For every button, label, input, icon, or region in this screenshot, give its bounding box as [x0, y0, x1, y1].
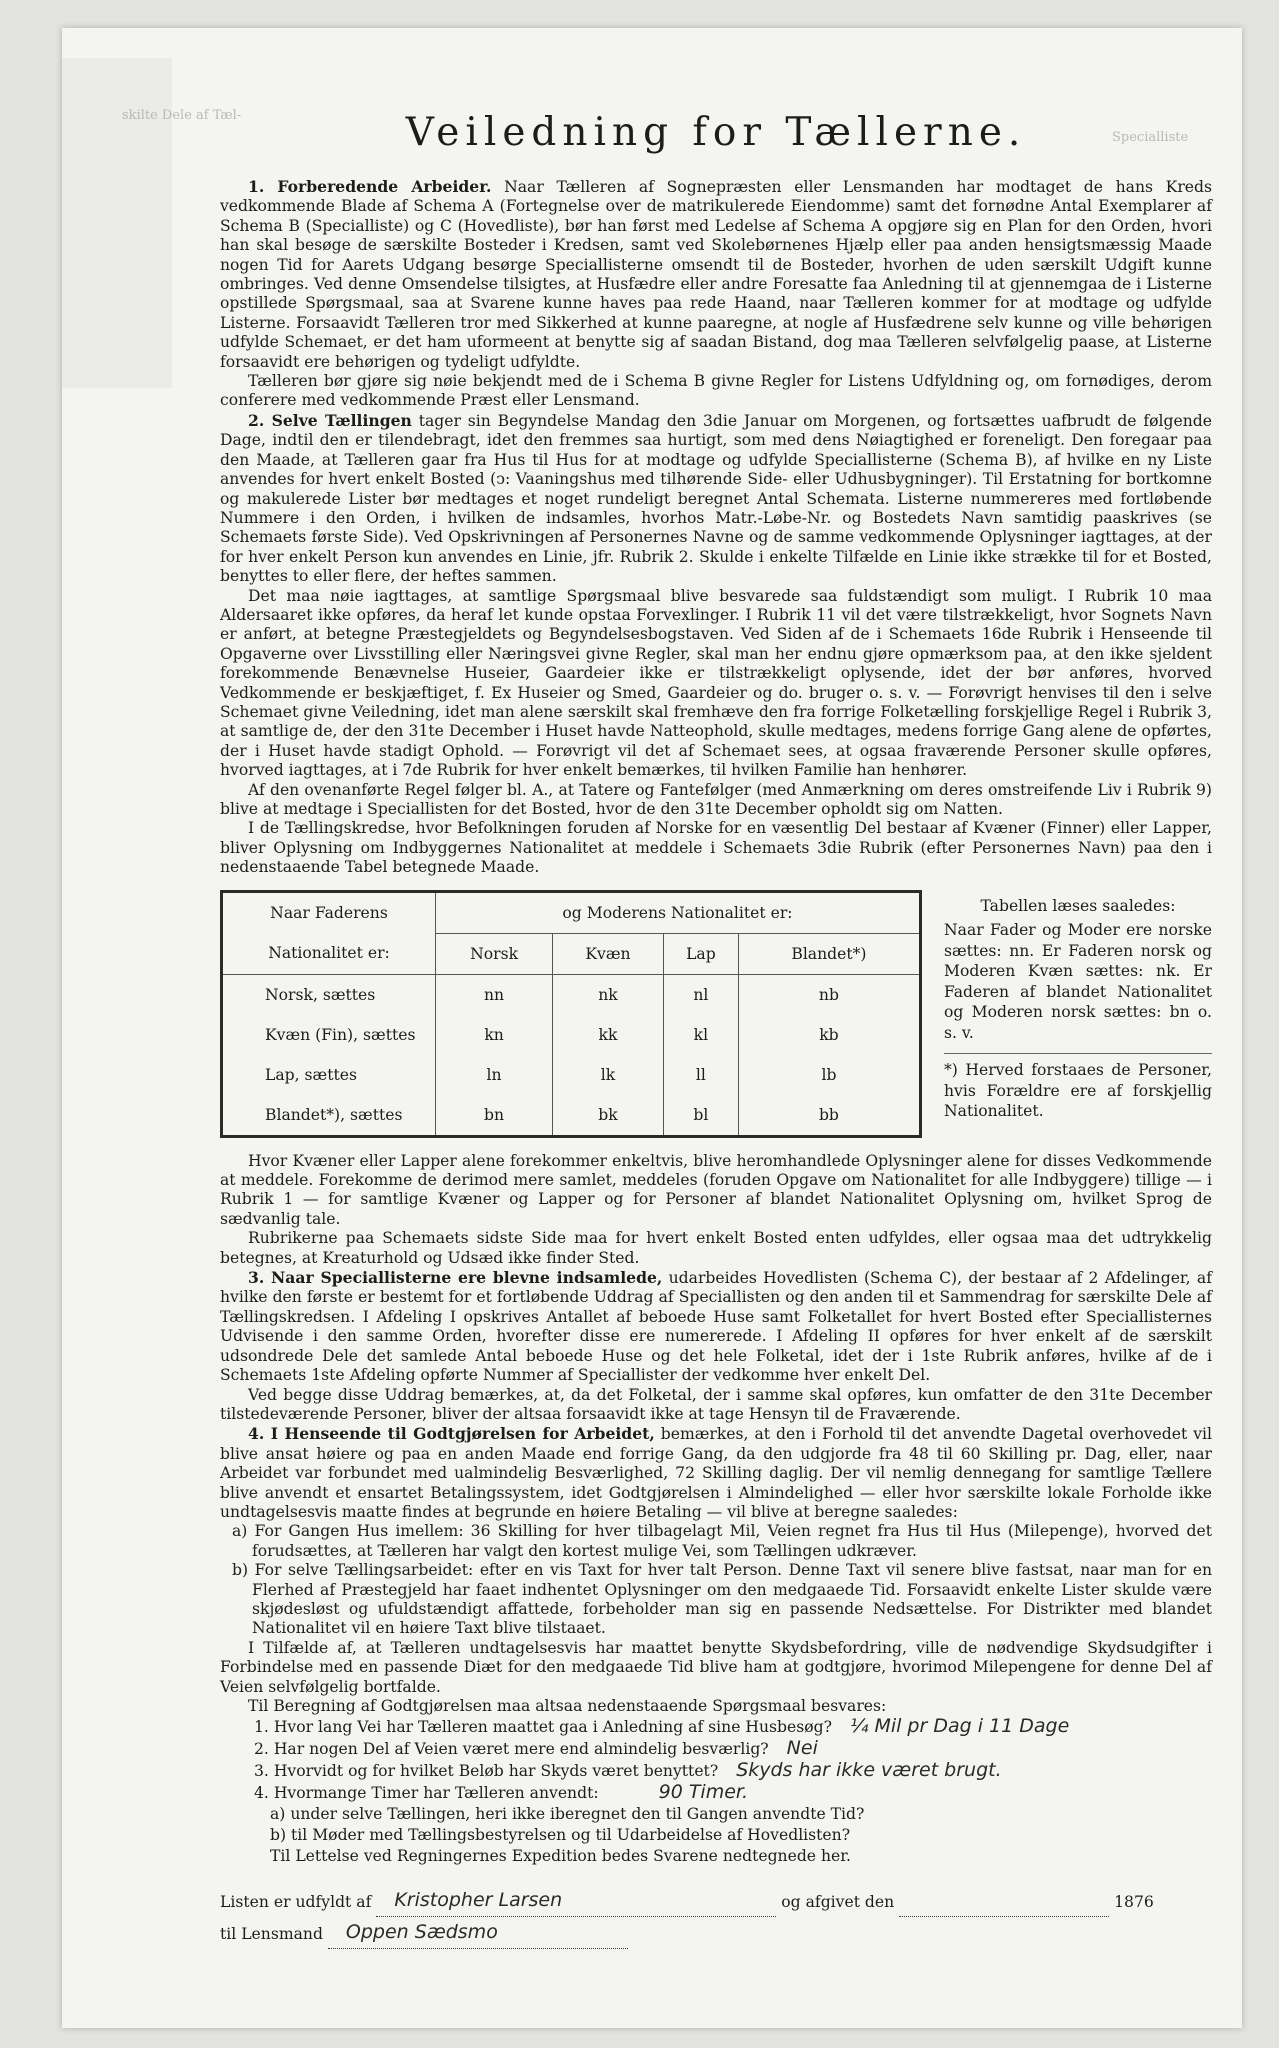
paragraph: Tælleren bør gjøre sig nøie bekjendt med de i Schema B givne Regler for Listens Udfyldning og, om fornødiges, derom conferere med vedkommende Præst eller Lensmand.	[220, 372, 1212, 410]
section-2-heading: 2. Selve Tællingen	[248, 410, 412, 430]
paragraph: Rubrikerne paa Schemaets sidste Side maa for hvert enkelt Bosted enten udfyldes, eller ogsaa maa det udtrykkelig betegnes, at Kreaturhold og Udsæd ikke finder Sted.	[220, 1229, 1212, 1267]
nationality-table	[220, 890, 922, 1138]
handwritten-answer: Skyds har ikke været brugt.	[736, 1759, 1002, 1782]
document-body	[220, 110, 1212, 1949]
filled-by-field	[376, 1885, 776, 1917]
signature-line-2	[220, 1917, 1212, 1949]
paragraph: Hvor Kvæner eller Lapper alene forekommer enkeltvis, blive heromhandlede Oplysninger alene for disses Vedkommende at meddele. Forekomme de derimod mere samlet, meddeles (foruden Opgave om Nationalitet for alle Indbyggere) tillige — i Rubrik 1 — for samtlige Kvæner og Lapper og for Personer af blandet Nationalitet Oplysning om, hvilket Sprog de sædvanlig tale.	[220, 1151, 1212, 1228]
table-cell: nl	[663, 974, 738, 1015]
paragraph: Af den ovenanførte Regel følger bl. A., at Tatere og Fantefølger (med Anmærkning om deres omstreifende Liv i Rubrik 9) blive at medtage i Speciallisten for det Bosted, hvor de den 31te December opholdt sig om Natten.	[220, 780, 1212, 818]
section-4-heading: 4. I Henseende til Godtgjørelsen for Arbeidet,	[248, 1424, 655, 1444]
section-1-heading: 1. Forberedende Arbeider.	[248, 177, 492, 196]
question-text: 4. Hvormange Timer har Tælleren anvendt:	[254, 1784, 599, 1803]
table-cell: bn	[436, 1095, 553, 1137]
table-cell: bb	[738, 1095, 920, 1137]
paragraph-a: a) For Gangen Hus imellem: 36 Skilling for hver tilbagelagt Mil, Veien regnet fra Hus til Hus (Milepenge), hvorved det forudsættes, at Tælleren har valgt den kortest mulige Vei, som Tællingen udkræver.	[232, 1522, 1212, 1560]
paragraph: I Tilfælde af, at Tælleren undtagelsesvis har maattet benytte Skydsbefordring, ville de nødvendige Skydsudgifter i Forbindelse med en passende Diæt for den medgaaede Tid blive ham at godtgjøre, hvorimod Milepengene for denne Del af Veien selvfølgelig bortfalde.	[220, 1638, 1212, 1696]
table-cell: nk	[553, 974, 664, 1015]
handwritten-name: Kristopher Larsen	[394, 1889, 563, 1912]
section-1	[220, 177, 1212, 372]
row-label: Blandet*), sættes	[222, 1095, 436, 1137]
column-header: Norsk	[436, 933, 553, 974]
date-field	[899, 1916, 1109, 1917]
row-label: Kvæn (Fin), sættes	[222, 1015, 436, 1055]
table-row	[222, 974, 921, 1015]
signature-label: og afgivet den	[781, 1893, 895, 1912]
signature-label: Listen er udfyldt af	[220, 1893, 372, 1912]
section-3-heading: 3. Naar Speciallisterne ere blevne indsamlede,	[248, 1268, 663, 1288]
table-cell: kl	[663, 1015, 738, 1055]
question-4	[220, 1782, 1212, 1804]
paragraph: Det maa nøie iagttages, at samtlige Spørgsmaal blive besvarede saa fuldstændigt som muligt. I Rubrik 10 maa Aldersaaret ikke opføres, da heraf let kunde opstaa Forvexlinger. I Rubrik 11 vil det være tilstrækkeligt, hvor Sognets Navn er anført, at betegne Præstegjeldets og Begyndelsesbogstaven. Ved Siden af de i Schemaets 16de Rubrik i Henseende til Opgaverne over Livsstilling eller Næringsvei givne Regler, skal man her endnu gjøre opmærksom paa, at den ikke sjeldent forekommende Benævnelse Huseier, Gaardeier ikke er tilstrækkeligt oplysende, idet der bør anføres, hvorved Vedkommende er beskjæftiget, f. Ex Huseier og Smed, Gaardeier og do. bruger o. s. v. — Forøvrigt henvises til den i selve Schemaet givne Veiledning, idet man alene særskilt skal fremhæve den fra forrige Folketælling forskjellige Regel i Rubrik 3, at samtlige de, der den 31te December i Huset havde Natteophold, skulle medtages, medens forrige Gang alene de opførtes, der i Huset havde stadigt Ophold. — Forøvrigt vil det af Schemaet sees, at ogsaa fraværende Personer skulle opføres, hvorved iagttages, at i 7de Rubrik for hver enkelt bemærkes, til hvilken Familie han henhører.	[220, 586, 1212, 780]
section-1-text: Naar Tælleren af Sognepræsten eller Lensmanden har modtaget de hans Kreds vedkommende Blade af Schema A (Fortegnelse over de matrikulerede Eiendomme) samt det fornødne Antal Exemplarer af Schema B (Specialliste) og C (Hovedliste), bør han først med Ledelse af Schema A opgjøre sig en Plan for den Orden, hvori han skal besøge de særskilte Bosteder i Kredsen, samt ved Skolebørnenes Hjælp eller paa anden hensigtsmæssig Maade nogen Tid for Aarets Udgang besørge Speciallisterne omsendt til de Bosteder, hvorhen de uden særskilt Udgift kunne ombringes. Ved denne Omsendelse tilsigtes, at Husfædre eller andre Foresatte faa Anledning til at gjennemgaa de i Listerne opstillede Spørgsmaal, saa at Svarene kunne haves paa rede Haand, naar Tælleren kommer for at modtage og udfylde Listerne. Forsaavidt Tælleren tror med Sikkerhed at kunne paaregne, at nogle af Husfædrene selv kunne og ville behørigen udfylde Schemaet, er det ham uformeent at benytte sig af saadan Bistand, dog maa Tælleren selvfølgelig paase, at Listerne forsaavidt ere behørigen og tydeligt udfyldte.	[220, 178, 1212, 371]
table-cell: lb	[738, 1055, 920, 1095]
table-head-mother: og Moderens Nationalitet er:	[436, 891, 921, 933]
column-header: Kvæn	[553, 933, 664, 974]
question-3	[220, 1760, 1212, 1782]
table-cell: lk	[553, 1055, 664, 1095]
row-label: Lap, sættes	[222, 1055, 436, 1095]
handwritten-answer: ¼ Mil pr Dag i 11 Dage	[849, 1715, 1070, 1738]
table-legend	[944, 890, 1212, 1138]
section-3	[220, 1268, 1212, 1385]
section-4	[220, 1424, 1212, 1522]
table-head-father: Naar Faderens	[222, 891, 436, 933]
question-text: 3. Hvorvidt og for hvilket Beløb har Skyds været benyttet?	[254, 1762, 719, 1781]
signature-line-1	[220, 1885, 1212, 1917]
divider	[944, 1053, 1212, 1054]
table-cell: kn	[436, 1015, 553, 1055]
paragraph: Til Beregning af Godtgjørelsen maa altsaa nedenstaaende Spørgsmaal besvares:	[248, 1697, 887, 1715]
table-cell: bl	[663, 1095, 738, 1137]
underlying-page-stub	[62, 58, 242, 388]
table-cell: kk	[553, 1015, 664, 1055]
column-header: Blandet*)	[738, 933, 920, 974]
legend-text: Naar Fader og Moder ere norske sættes: nn. Er Faderen norsk og Moderen Kvæn sættes: nk. Er Faderen af blandet Nationalitet og Moderen norsk sættes: bn o. s. v.	[944, 921, 1212, 1042]
handwritten-answer: 90 Timer.	[658, 1781, 749, 1804]
table-row	[222, 1055, 921, 1095]
column-header: Lap	[663, 933, 738, 974]
year: 1876	[1114, 1893, 1154, 1912]
question-4b: b) til Møder med Tællingsbestyrelsen og til Udarbeidelse af Hovedlisten?	[270, 1826, 851, 1845]
section-4-text: bemærkes, at den i Forhold til det anvendte Dagetal overhovedet vil blive ansat høiere og paa en anden Maade end forrige Gang, da den udgjorde fra 48 til 60 Skilling pr. Dag, eller, naar Arbeidet var forbundet med ualmindelig Besværlighed, 72 Skilling daglig. Der vil nemlig dennegang for samtlige Tællere blive anvendt et ensartet Betalingssystem, idet Godtgjørelsen i Almindelighed — eller hvor særskilte lokale Forholde ikke undtagelsesvis maatte findes at begrunde en høiere Betaling — vil blive at beregne saaledes:	[220, 1425, 1212, 1521]
nationality-section	[220, 890, 1212, 1138]
table-cell: kb	[738, 1015, 920, 1055]
lensmand-field	[328, 1917, 628, 1949]
paragraph-b: b) For selve Tællingsarbeidet: efter en vis Taxt for hver talt Person. Denne Taxt vil senere blive fastsat, naar man for en Flerhed af Præstegjeld har faaet indhentet Oplysninger om den medgaaede Tid. Forsaavidt enkelte Lister skulde være skjødesløst og ufuldstændigt affattede, forbeholder man sig en passende Nedsættelse. For Distrikter med blandet Nationalitet vil en høiere Taxt blive tilstaaet.	[232, 1561, 1212, 1638]
section-2	[220, 411, 1212, 587]
page-title: Veiledning for Tællerne.	[405, 110, 1027, 155]
form-sheet	[62, 28, 1242, 2028]
question-1	[220, 1716, 1212, 1738]
table-cell: ln	[436, 1055, 553, 1095]
paragraph: Ved begge disse Uddrag bemærkes, at, da det Folketal, der i samme skal opføres, kun omfatter de den 31te December tilstedeværende Personer, bliver der altsaa forsaavidt ikke at tage Hensyn til de Fraværende.	[220, 1385, 1212, 1423]
section-3-text: udarbeides Hovedlisten (Schema C), der bestaar af 2 Afdelinger, af hvilke den første er bestemt for et fortløbende Uddrag af Speciallisten og den anden til et Sammendrag for særskilte Dele af Tællingskredsen. I Afdeling I opskrives Antallet af beboede Huse samt Folketallet for hvert Bosted efter Speciallisternes Udvisende i den samme Orden, hvorefter disse ere numererede. I Afdeling II opføres for hver enkelt af de særskilt udsondrede Dele det samlede Antal beboede Huse og det hele Folketal, idet der i 1ste Rubrik anføres, hvilke af de i Schemaets 1ste Afdeling opførte Nummer af Speciallister der vedkomme hver enkelt Del.	[220, 1269, 1212, 1385]
table-head-father-2: Nationalitet er:	[222, 933, 436, 974]
paragraph: I de Tællingskredse, hvor Befolkningen foruden af Norske for en væsentlig Del bestaar af Kvæner (Finner) eller Lapper, bliver Oplysning om Indbyggernes Nationalitet at meddele i Schemaets 3die Rubrik (efter Personernes Navn) paa den i nedenstaaende Tabel betegnede Maade.	[220, 819, 1212, 877]
question-text: 1. Hvor lang Vei har Tælleren maattet gaa i Anledning af sine Husbesøg?	[254, 1718, 832, 1737]
margin-fragment: skilte Dele af Tæl-	[122, 108, 242, 123]
table-row	[222, 1095, 921, 1137]
table-cell: bk	[553, 1095, 664, 1137]
signature-block	[220, 1885, 1212, 1949]
legend-footnote: *) Herved forstaaes de Personer, hvis Forældre ere af forskjellig Nationalitet.	[944, 1061, 1212, 1121]
table-cell: nb	[738, 974, 920, 1015]
margin-fragment: Specialliste	[1112, 130, 1189, 145]
handwritten-name: Oppen Sædsmo	[345, 1921, 498, 1944]
question-4a: a) under selve Tællingen, heri ikke iberegnet den til Gangen anvendte Tid?	[270, 1805, 865, 1824]
row-label: Norsk, sættes	[222, 974, 436, 1015]
handwritten-answer: Nei	[786, 1737, 818, 1760]
instruction: Til Lettelse ved Regningernes Expedition bedes Svarene nedtegnede her.	[270, 1847, 851, 1866]
table-cell: ll	[663, 1055, 738, 1095]
question-2	[220, 1738, 1212, 1760]
table-cell: nn	[436, 974, 553, 1015]
legend-title: Tabellen læses saaledes:	[980, 896, 1176, 915]
table-row	[222, 1015, 921, 1055]
section-2-text: tager sin Begyndelse Mandag den 3die Januar om Morgenen, og fortsættes uafbrudt de følgende Dage, indtil den er tilendebragt, idet den fremmes saa hurtigt, som med dens Nøiagtighed er foreneligt. Den foregaar paa den Maade, at Tælleren gaar fra Hus til Hus for at modtage og udfylde Speciallisterne (Schema B), af hvilke en ny Liste anvendes for hvert enkelt Bosted (ↄ: Vaaningshus med tilhørende Side- eller Udhusbygninger). Til Erstatning for bortkomne og makulerede Lister bør medtages et noget rundeligt beregnet Antal Schemata. Listerne nummereres med fortløbende Nummere i den Orden, i hvilken de indsamles, hvorhos Matr.-Løbe-Nr. og Bostedets Navn samtidig paaskrives (se Schemaets første Side). Ved Opskrivningen af Personernes Navne og de samme vedkommende Oplysninger iagttages, at der for hver enkelt Person kun anvendes en Linie, jfr. Rubrik 2. Skulde i enkelte Tilfælde en Linie ikke strække til for et Bosted, benyttes to eller flere, der heftes sammen.	[220, 411, 1212, 586]
signature-label: til Lensmand	[220, 1925, 323, 1944]
question-text: 2. Har nogen Del af Veien været mere end almindelig besværlig?	[254, 1740, 769, 1759]
